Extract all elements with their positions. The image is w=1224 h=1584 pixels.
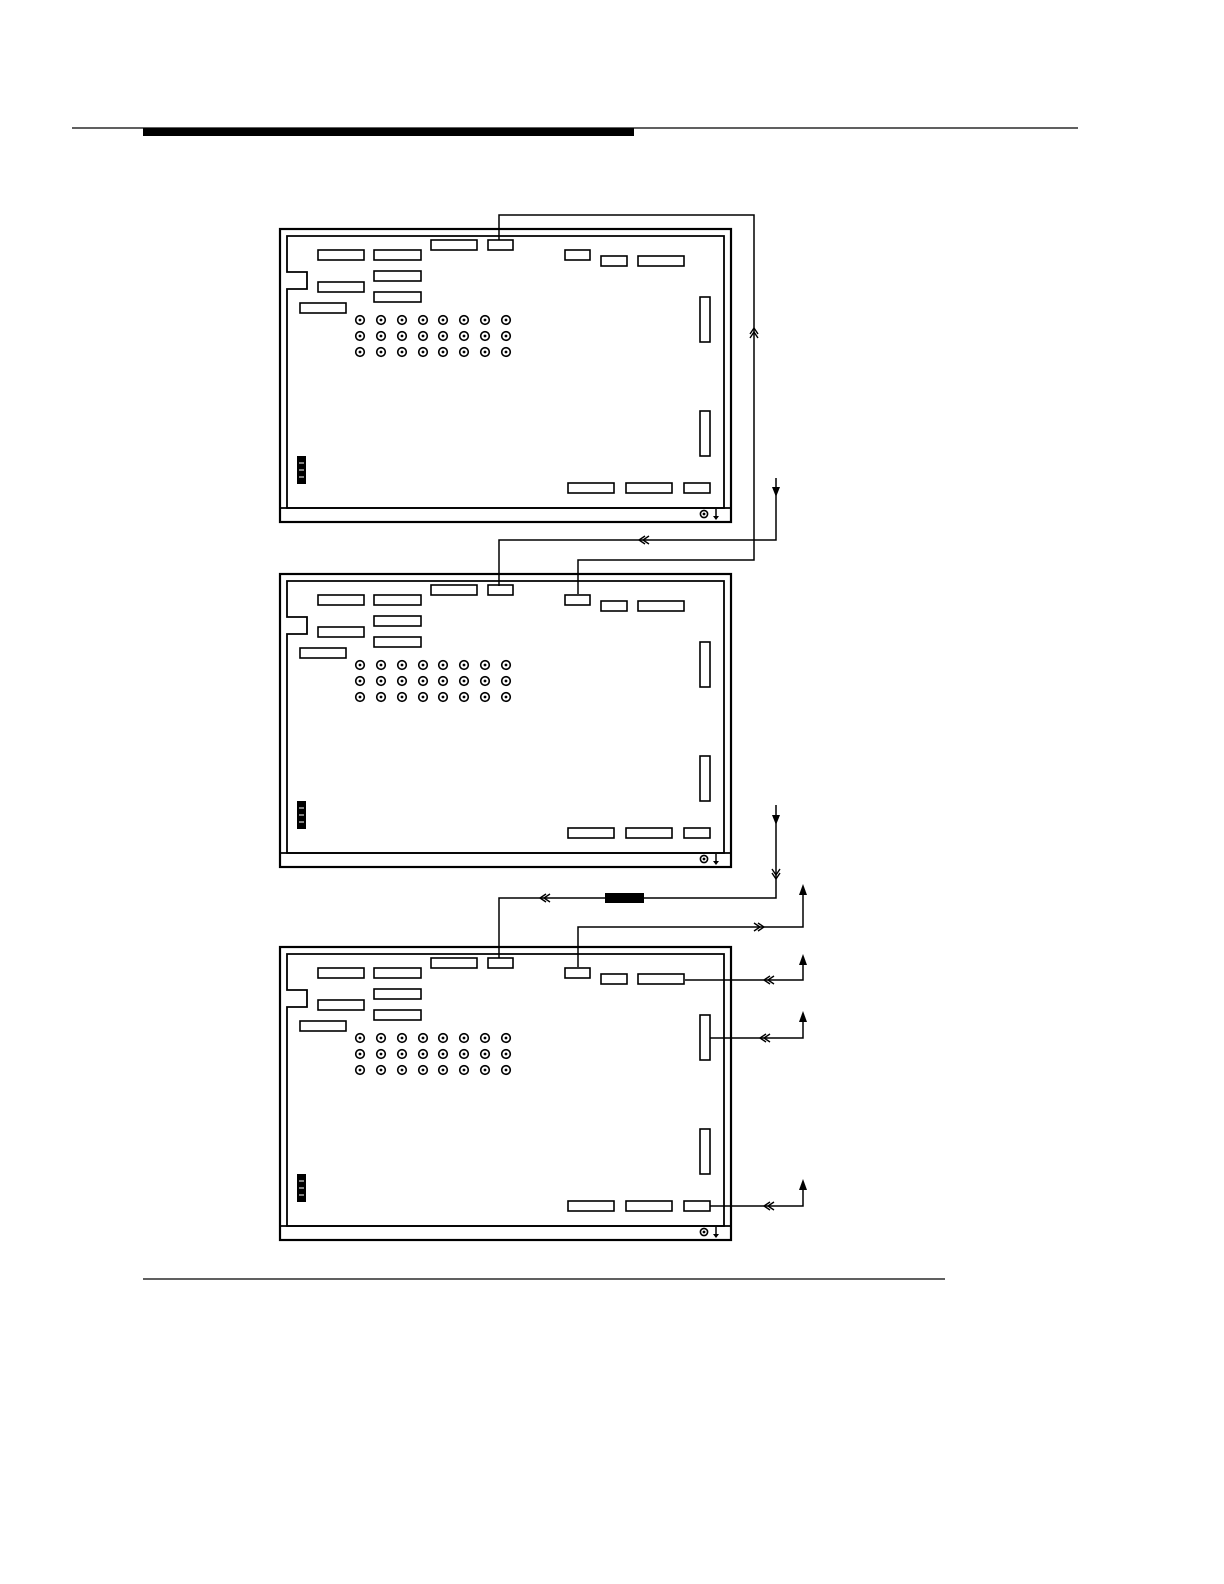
connector-via-icon [505,680,508,683]
connector-via-icon [359,319,362,322]
connector-via-icon [422,1053,425,1056]
connector-block [300,303,346,313]
connector-via-icon [484,696,487,699]
connector-via-icon [463,1037,466,1040]
cabinet-frame [280,574,731,867]
connector-via-icon [380,1069,383,1072]
connector-block [318,250,364,260]
connector-via-icon [463,335,466,338]
connector-block [488,585,513,595]
connector-block [626,1201,672,1211]
connector-block [318,595,364,605]
up-arrow-icon [799,884,807,895]
connector-via-icon [463,351,466,354]
connector-via-icon [463,319,466,322]
connector-via-icon [505,351,508,354]
connector-via-icon [422,351,425,354]
connector-block [568,483,614,493]
connector-block [300,1021,346,1031]
connector-via-icon [380,696,383,699]
connector-via-icon [484,680,487,683]
vertical-connector [700,1129,710,1174]
connector-via-icon [463,664,466,667]
connector-via-icon [505,319,508,322]
connector-via-icon [380,1053,383,1056]
connector-block [638,974,684,984]
connector-via-icon [505,335,508,338]
connector-via-icon [505,1069,508,1072]
connector-via-icon [359,664,362,667]
connector-via-icon [359,680,362,683]
ground-screw-icon [703,1231,706,1234]
connector-via-icon [359,351,362,354]
inline-filter [605,893,644,903]
connector-via-icon [422,680,425,683]
vertical-connector [700,1015,710,1060]
connector-via-icon [380,680,383,683]
connector-via-icon [401,351,404,354]
connector-block [374,595,421,605]
connector-via-icon [463,1053,466,1056]
connector-block [318,968,364,978]
connector-via-icon [401,319,404,322]
connector-via-icon [442,319,445,322]
connector-via-icon [380,351,383,354]
cabinet-group [280,229,731,1240]
connector-block [684,483,710,493]
connector-block [568,1201,614,1211]
down-arrow-icon [772,815,780,825]
connector-via-icon [380,1037,383,1040]
connector-block [684,1201,710,1211]
connector-block [488,958,513,968]
connector-via-icon [484,351,487,354]
connector-block [601,974,627,984]
connector-via-icon [484,664,487,667]
up-arrow-icon [799,1011,807,1022]
connector-block [374,1010,421,1020]
connector-via-icon [422,335,425,338]
connector-via-icon [463,696,466,699]
connector-via-icon [401,1053,404,1056]
connector-via-icon [463,1069,466,1072]
connector-block [374,616,421,626]
connector-via-icon [484,1053,487,1056]
connector-via-icon [422,1037,425,1040]
connector-via-icon [442,1037,445,1040]
connector-block [568,828,614,838]
connector-via-icon [401,664,404,667]
ground-screw-icon [703,513,706,516]
connector-via-icon [401,1069,404,1072]
connector-block [565,968,590,978]
connector-via-icon [442,351,445,354]
connector-block [374,968,421,978]
connector-via-icon [484,1069,487,1072]
connector-block [601,256,627,266]
up-arrow-icon [799,954,807,965]
connector-via-icon [359,1069,362,1072]
connector-via-icon [505,1037,508,1040]
connector-via-icon [380,319,383,322]
connector-via-icon [505,664,508,667]
connector-via-icon [484,1037,487,1040]
connector-via-icon [422,696,425,699]
cabinet-frame [280,229,731,522]
connector-via-icon [505,1053,508,1056]
connector-block [318,282,364,292]
connector-via-icon [484,319,487,322]
connector-block [601,601,627,611]
connector-via-icon [463,680,466,683]
vertical-connector [700,642,710,687]
down-arrow-icon [772,487,780,497]
cabinet-frame [280,947,731,1240]
vertical-connector [700,411,710,456]
connector-block [565,250,590,260]
connector-via-icon [442,1069,445,1072]
connector-via-icon [359,335,362,338]
connector-block [374,637,421,647]
connector-via-icon [380,664,383,667]
connector-block [565,595,590,605]
connector-via-icon [359,1037,362,1040]
connector-via-icon [442,664,445,667]
connector-block [431,240,477,250]
connector-block [638,256,684,266]
connector-via-icon [401,335,404,338]
connector-via-icon [359,696,362,699]
connector-block [300,648,346,658]
connector-via-icon [442,696,445,699]
connector-block [626,483,672,493]
connector-via-icon [422,1069,425,1072]
cabinet-2 [280,574,731,867]
connector-via-icon [505,696,508,699]
connector-block [374,271,421,281]
connector-via-icon [442,1053,445,1056]
connector-via-icon [422,664,425,667]
connector-block [431,958,477,968]
connector-via-icon [442,335,445,338]
connector-via-icon [401,680,404,683]
cabinet-3 [280,947,731,1240]
connector-via-icon [442,680,445,683]
connector-block [318,627,364,637]
connector-via-icon [401,696,404,699]
connector-via-icon [401,1037,404,1040]
up-arrow-icon [799,1179,807,1190]
connector-via-icon [484,335,487,338]
connector-block [638,601,684,611]
connector-block [374,292,421,302]
cabinet-1 [280,229,731,522]
connector-via-icon [422,319,425,322]
connector-via-icon [359,1053,362,1056]
connector-block [374,250,421,260]
vertical-connector [700,756,710,801]
connector-block [431,585,477,595]
ground-screw-icon [703,858,706,861]
header-rule-thick [143,128,634,136]
connector-block [374,989,421,999]
connector-via-icon [380,335,383,338]
connector-block [318,1000,364,1010]
connector-block [684,828,710,838]
connector-block [626,828,672,838]
connector-block [488,240,513,250]
vertical-connector [700,297,710,342]
